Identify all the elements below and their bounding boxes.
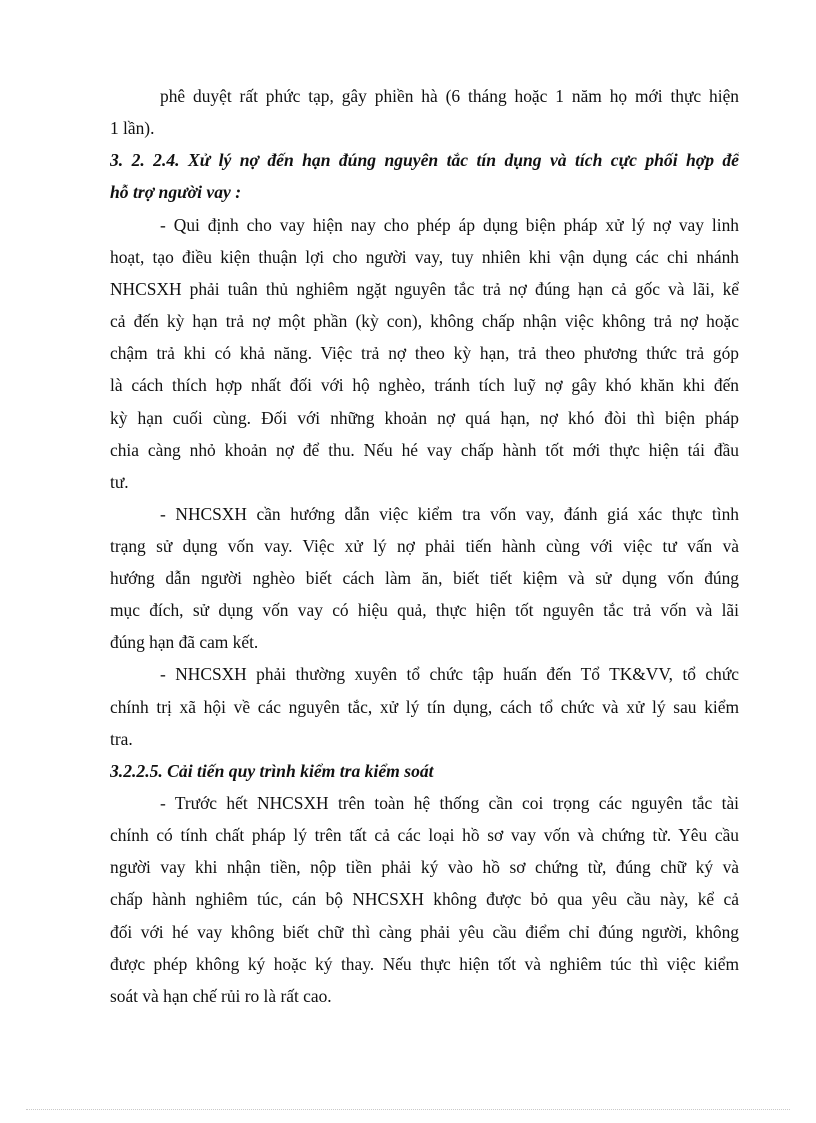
paragraph-line: cả đến kỳ hạn trả nợ một phần (kỳ con), không chấp nhận việc không trả nợ hoặc (110, 311, 739, 331)
paragraph-line: soát và hạn chế rủi ro là rất cao. (110, 986, 332, 1006)
paragraph-line: chấp hành nghiêm túc, cán bộ NHCSXH không được bỏ qua yêu cầu này, kể cả (110, 889, 739, 909)
paragraph-line: chính trị xã hội về các nguyên tắc, xử lý tín dụng, cách tổ chức và xử lý sau kiểm (110, 697, 739, 717)
paragraph-line: đúng hạn đã cam kết. (110, 632, 259, 652)
paragraph-line: - Qui định cho vay hiện nay cho phép áp dụng biện pháp xử lý nợ vay linh (160, 215, 739, 235)
paragraph-line: - NHCSXH cần hướng dẫn việc kiểm tra vốn vay, đánh giá xác thực tình (160, 504, 739, 524)
paragraph-line: hoạt, tạo điều kiện thuận lợi cho người vay, tuy nhiên khi vận dụng các chi nhánh (110, 247, 739, 267)
paragraph-line: mục đích, sử dụng vốn vay có hiệu quả, thực hiện tốt nguyên tắc trả vốn và lãi (110, 600, 739, 620)
paragraph-line: trạng sử dụng vốn vay. Việc xử lý nợ phải tiến hành cùng với việc tư vấn và (110, 536, 739, 556)
section-heading-3-2-2-4: 3. 2. 2.4. Xử lý nợ đến hạn đúng nguyên tắc tín dụng và tích cực phối hợp để (110, 150, 739, 170)
paragraph-line: NHCSXH phải tuân thủ nghiêm ngặt nguyên tắc trả nợ đúng hạn cả gốc và lãi, kể (110, 279, 739, 299)
paragraph-line: chậm trả khi có khả năng. Việc trả nợ theo kỳ hạn, trả theo phương thức trả góp (110, 343, 739, 363)
paragraph-line: chia càng nhỏ khoản nợ để thu. Nếu hé vay chấp hành tốt mới thực hiện tái đầu (110, 440, 739, 460)
bottom-dotted-rule (26, 1109, 790, 1110)
paragraph-line: tư. (110, 472, 129, 492)
paragraph-line: đối với hé vay không biết chữ thì càng phải yêu cầu điểm chỉ đúng người, không (110, 922, 739, 942)
section-heading-3-2-2-4-cont: hỗ trợ người vay : (110, 182, 242, 202)
paragraph-line: phê duyệt rất phức tạp, gây phiền hà (6 tháng hoặc 1 năm họ mới thực hiện (160, 86, 739, 106)
paragraph-line: tra. (110, 729, 133, 749)
paragraph-line: - Trước hết NHCSXH trên toàn hệ thống cần coi trọng các nguyên tắc tài (160, 793, 739, 813)
paragraph-line: kỳ hạn cuối cùng. Đối với những khoản nợ quá hạn, nợ khó đòi thì biện pháp (110, 408, 739, 428)
paragraph-line: - NHCSXH phải thường xuyên tổ chức tập huấn đến Tổ TK&VV, tổ chức (160, 664, 739, 684)
paragraph-line: được phép không ký hoặc ký thay. Nếu thực hiện tốt và nghiêm túc thì việc kiểm (110, 954, 739, 974)
paragraph-line: là cách thích hợp nhất đối với hộ nghèo, tránh tích luỹ nợ gây khó khăn khi đến (110, 375, 739, 395)
paragraph-line: hướng dẫn người nghèo biết cách làm ăn, biết tiết kiệm và sử dụng vốn đúng (110, 568, 739, 588)
paragraph-line: người vay khi nhận tiền, nộp tiền phải ký vào hồ sơ chứng từ, đúng chữ ký và (110, 857, 739, 877)
section-heading-3-2-2-5: 3.2.2.5. Cải tiến quy trình kiểm tra kiểm soát (110, 761, 434, 781)
paragraph-line: chính có tính chất pháp lý trên tất cả các loại hồ sơ vay vốn và chứng từ. Yêu cầu (110, 825, 739, 845)
paragraph-line: 1 lần). (110, 118, 155, 138)
